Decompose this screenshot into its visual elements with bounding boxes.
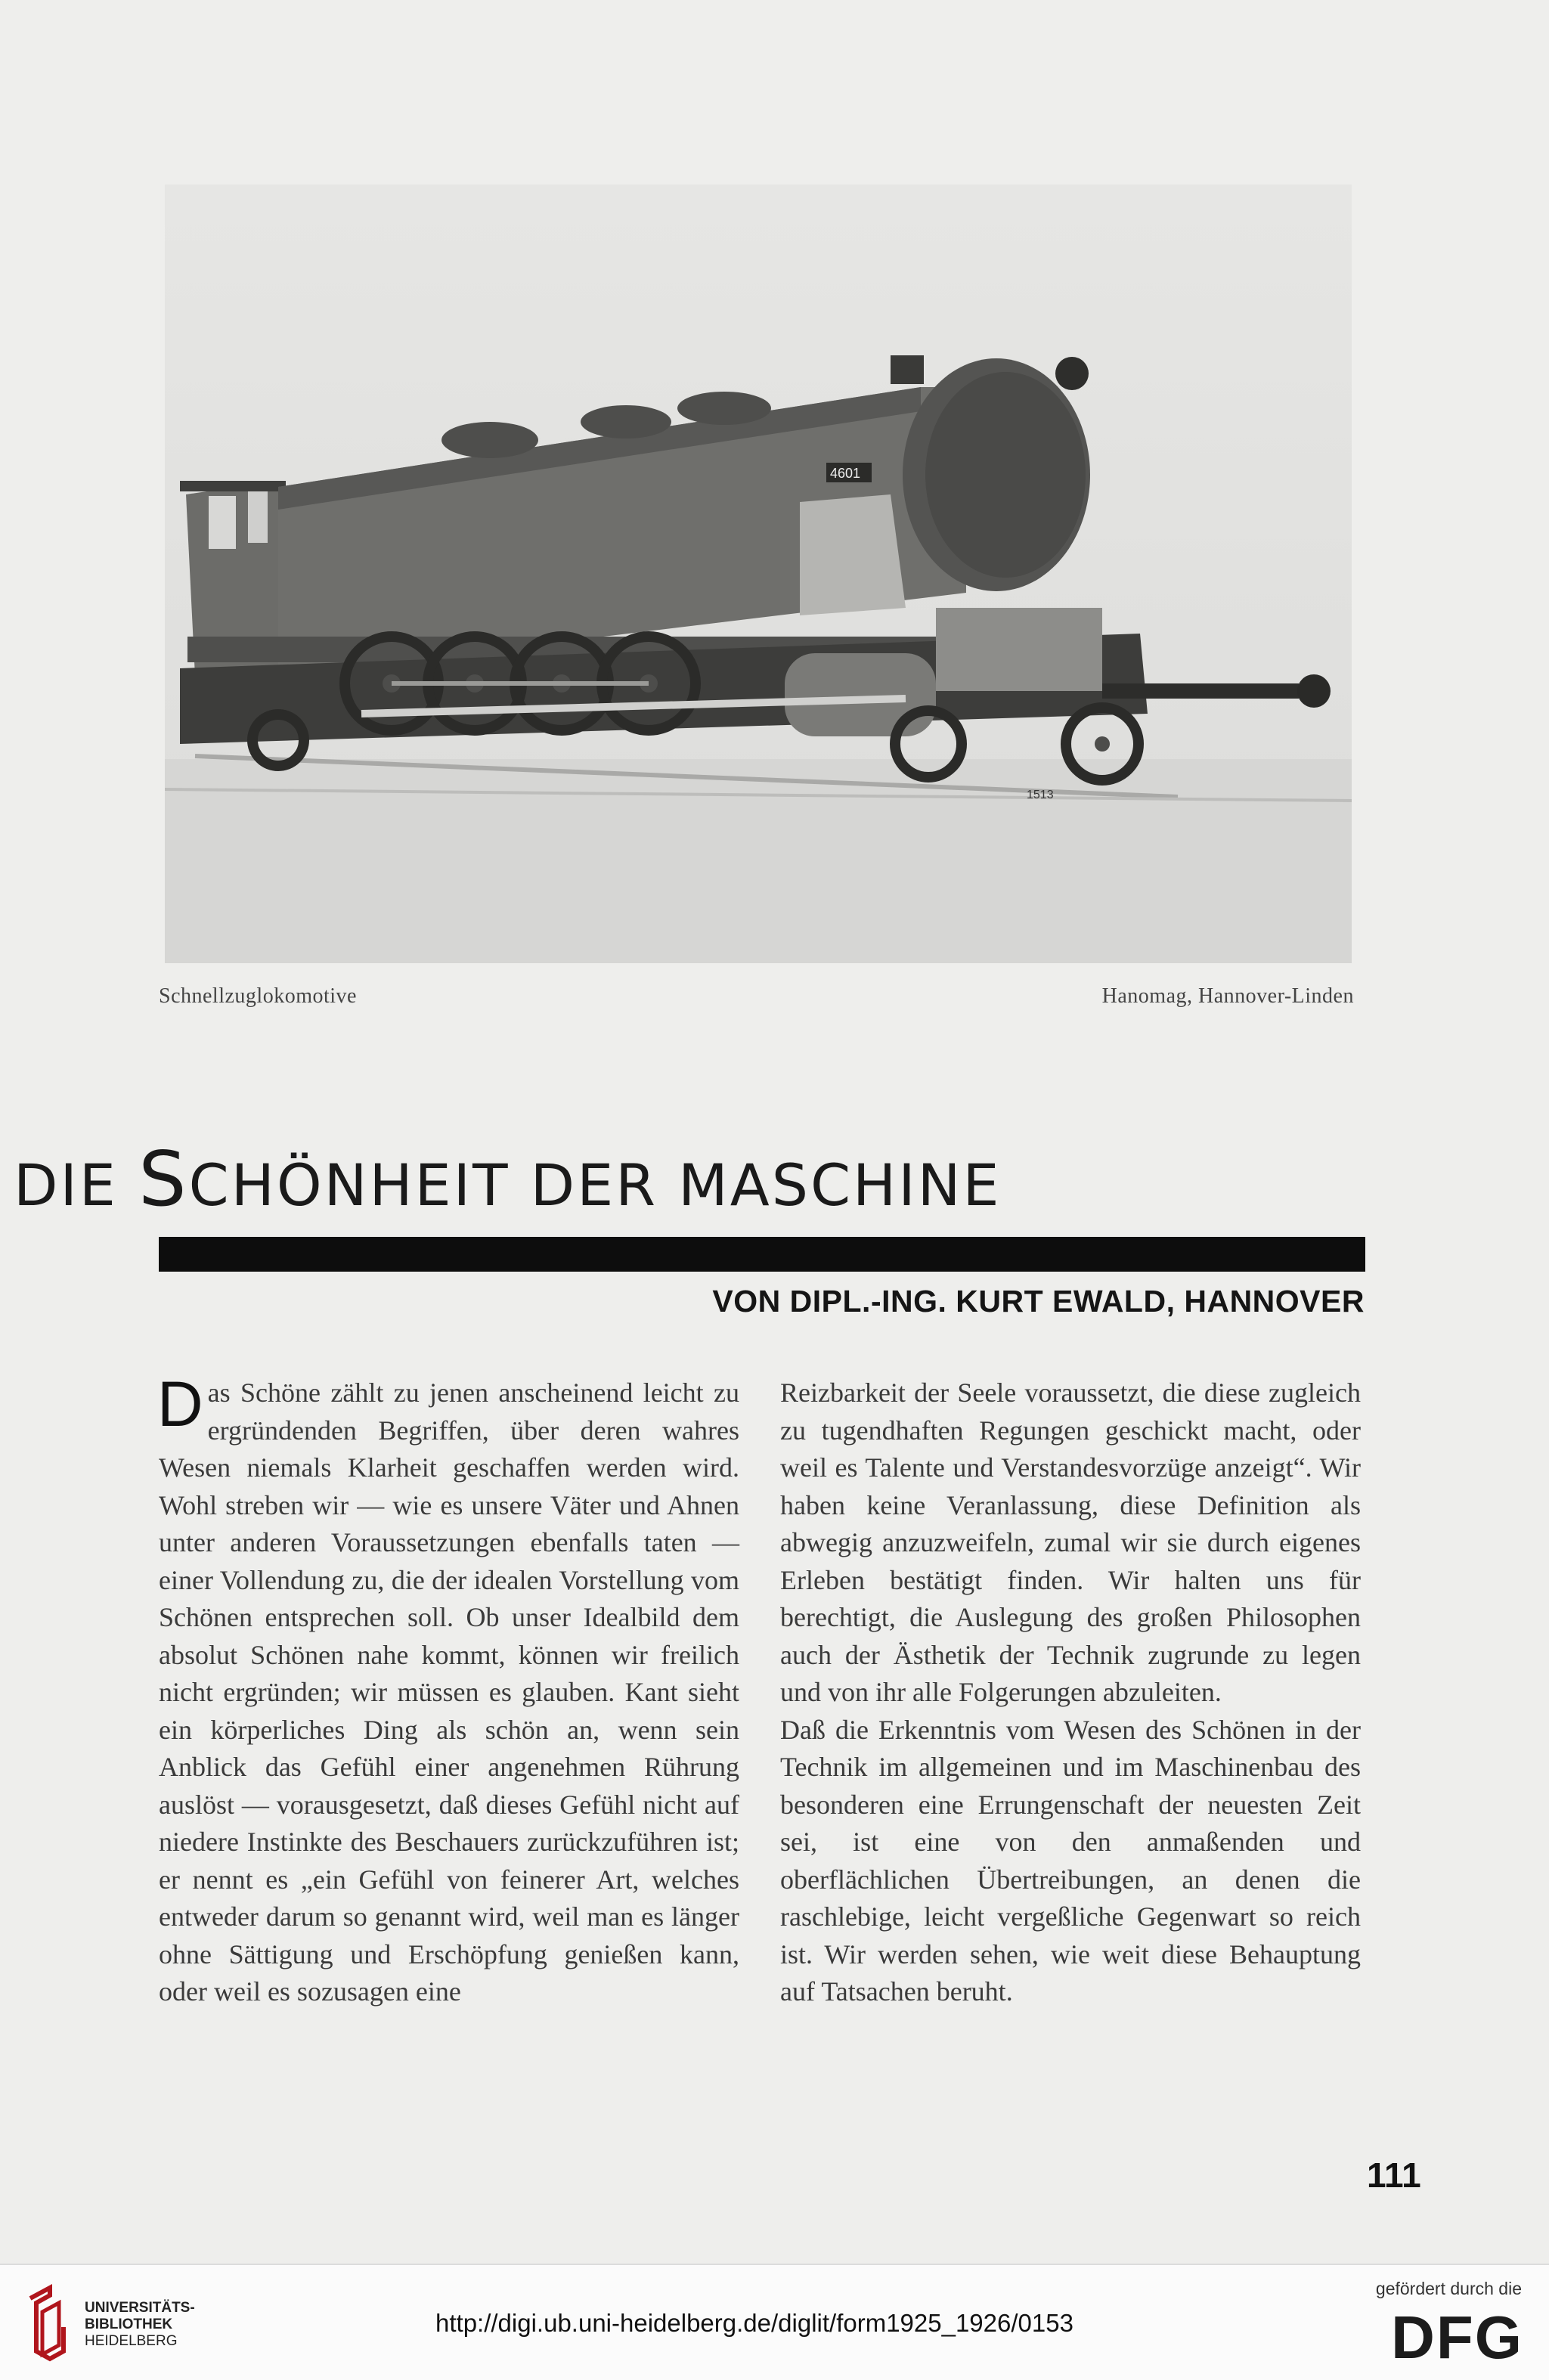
permalink-url[interactable]: http://digi.ub.uni-heidelberg.de/diglit/form1925_1926/0153: [435, 2309, 1073, 2337]
locomotive-number-plate: 4601: [830, 466, 861, 481]
photo-caption-right: Hanomag, Hannover-Linden: [1101, 984, 1354, 1008]
left-column-text: as Schöne zählt zu jenen anscheinend leicht zu ergründenden Begriffen, über deren wahres Wesen niemals Klarheit geschaffen werden wird. Wohl streben wir — wie es unsere Väter und Ahnen unter anderen Voraussetzungen ebenfalls taten — einer Vollendung zu, die der idealen Vorstellung vom Schönen entsprechen soll. Ob unser Idealbild dem absolut Schönen nahe kommt, können wir freilich nicht ergründen; wir müssen es glauben. Kant sieht ein körperliches Ding als schön an, wenn sein Anblick das Gefühl einer angenehmen Rührung auslöst — vorausgesetzt, daß dieses Gefühl nicht auf niedere Instinkte des Beschauers zurückzuführen ist; er nennt es „ein Gefühl von feinerer Art, welches entweder darum so genannt wird, weil man es länger ohne Sättigung und Erschöpfung genießen kann, oder weil es sozusagen eine: [159, 1377, 739, 2007]
drop-cap: D: [157, 1368, 203, 1439]
library-line-2: BIBLIOTHEK: [85, 2316, 173, 2332]
library-line-1: UNIVERSITÄTS-: [85, 2300, 195, 2316]
article-title: [14, 1135, 1450, 1223]
page-number: 111: [1367, 2155, 1421, 2195]
title-rule: [159, 1237, 1365, 1272]
plate-number: 1513: [1027, 789, 1054, 801]
paragraph: Daß die Erkenntnis vom Wesen des Schönen in der Technik im allgemeinen und im Maschinenbau des besonderen eine Errungenschaft der neuesten Zeit sei, ist eine von den anmaßenden und oberflächlichen Übertreibungen, an denen die raschlebige, leicht vergeßliche Gegenwart so reich ist. Wir werden sehen, wie weit diese Behauptung auf Tatsachen beruht.: [780, 1714, 1361, 2007]
locomotive-illustration: [165, 184, 1352, 963]
byline: VON DIPL.-ING. KURT EWALD, HANNOVER: [712, 1284, 1365, 1319]
footer-bar: [0, 2264, 1549, 2380]
text-column-left: [157, 1368, 739, 2011]
title-initial-capital: S: [138, 1135, 189, 1223]
paragraph: Reizbarkeit der Seele voraussetzt, die diese zugleich zu tugendhaften Regungen geschickt macht, oder weil es Talente und Verstandesvorzüge anzeigt“. Wir haben keine Veranlassung, diese Definition als abwegig anzuzweifeln, zumal wir sie durch eigenes Erleben bestätigt finden. Wir halten uns für berechtigt, die Auslegung des großen Philosophen auch der Ästhetik der Technik zugrunde zu legen und von ihr alle Folgerungen abzuleiten.: [780, 1377, 1361, 1707]
title-rest: CHÖNHEIT DER MASCHINE: [188, 1151, 1002, 1219]
library-line-3: HEIDELBERG: [85, 2333, 178, 2349]
title-word-die: DIE: [14, 1151, 118, 1219]
paragraph: [157, 1368, 739, 2011]
university-library-name: [85, 2300, 195, 2350]
locomotive-photo: [165, 184, 1352, 963]
university-library-logo-icon: [20, 2282, 74, 2365]
dfg-logo: DFG: [1391, 2304, 1523, 2371]
text-column-right: [780, 1374, 1361, 2011]
photo-caption-left: Schnellzuglokomotive: [159, 984, 357, 1008]
sponsor-text: gefördert durch die: [1375, 2279, 1522, 2298]
